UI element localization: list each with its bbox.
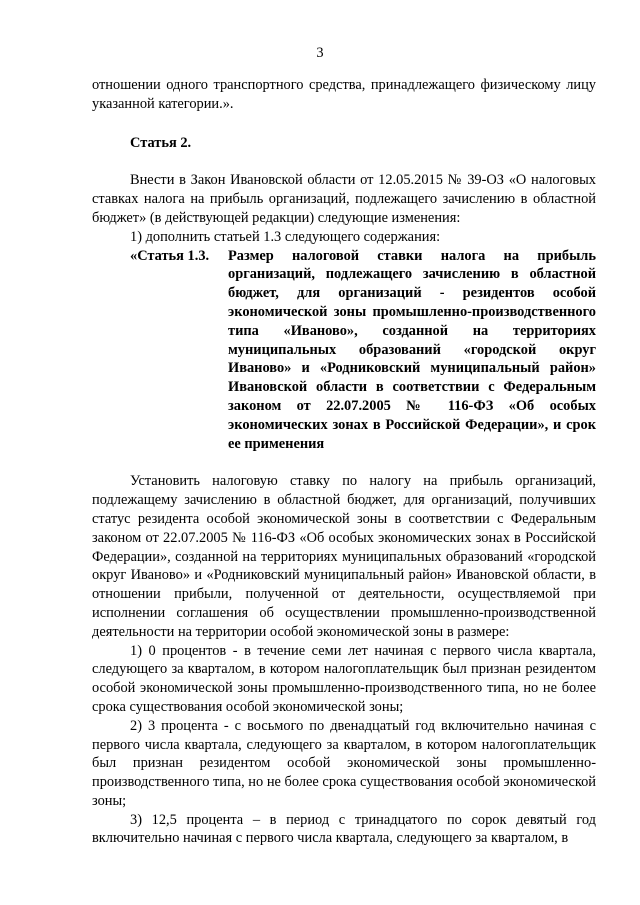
- page-number: 3: [316, 45, 324, 61]
- continuation-paragraph: отношении одного транспортного средства, принадлежащего физическому лицу указанной категории.».: [92, 77, 596, 112]
- rate-list-item: 3) 12,5 процента – в период с тринадцатого по сорок девятый год включительно начиная с первого числа квартала, следующего за кварталом, в: [92, 811, 596, 847]
- rate-list-item: 1) 0 процентов - в течение семи лет начиная с первого числа квартала, следующего за кварталом, в котором налогоплательщик был признан резидентом особой экономической зоны промышленно-производственного типа, но не более срока существования особой экономической зоны;: [92, 642, 596, 715]
- article-1-3-block: [130, 247, 596, 454]
- main-paragraph: Установить налоговую ставку по налогу на прибыль организаций, подлежащему зачислению в областной бюджет, для организаций, получивших статус резидента особой экономической зоны в соответствии с Федеральным законом от 22.07.2005 № 116-ФЗ «Об особых экономических зонах в Российской Федерации», созданной на территориях муниципальных образований «городской округ Иваново» и «Родниковский муниципальный район» Ивановской области, в отношении прибыли, полученной от деятельности, осуществляемой при исполнении соглашения об осуществлении промышленно-производственной деятельности на территории особой экономической зоны в размере:: [92, 473, 596, 640]
- list-item-1-intro: 1) дополнить статьей 1.3 следующего содержания:: [130, 228, 441, 245]
- article-1-3-label: «Статья 1.3.: [130, 247, 210, 264]
- document-body: [92, 76, 596, 848]
- spacer: [92, 453, 596, 472]
- article-1-3-title: Размер налоговой ставки налога на прибыль организаций, подлежащего зачислению в областной бюджет, для организаций - резидентов особой экономической зоны промышленно-производственного типа «Иваново», созданной на территориях муниципальных образований «городской округ Иваново» и «Родниковский муниципальный район» Ивановской области в соответствии с Федеральным законом от 22.07.2005 № 116-ФЗ «Об особых экономических зонах в Российской Федерации», и срок ее применения: [228, 247, 596, 452]
- article-2-heading: Статья 2.: [130, 134, 192, 151]
- rate-list-item: 2) 3 процента - с восьмого по двенадцатый год включительно начиная с первого числа квартала, следующего за кварталом, в котором налогоплательщик был признан резидентом особой экономической зоны промышленно-производственного типа, но не более срока существования особой экономической зоны;: [92, 717, 596, 809]
- intro-paragraph: Внести в Закон Ивановской области от 12.05.2015 № 39-ОЗ «О налоговых ставках налога на прибыль организаций, подлежащего зачислению в областной бюджет» (в действующей редакции) следующие изменения:: [92, 172, 596, 226]
